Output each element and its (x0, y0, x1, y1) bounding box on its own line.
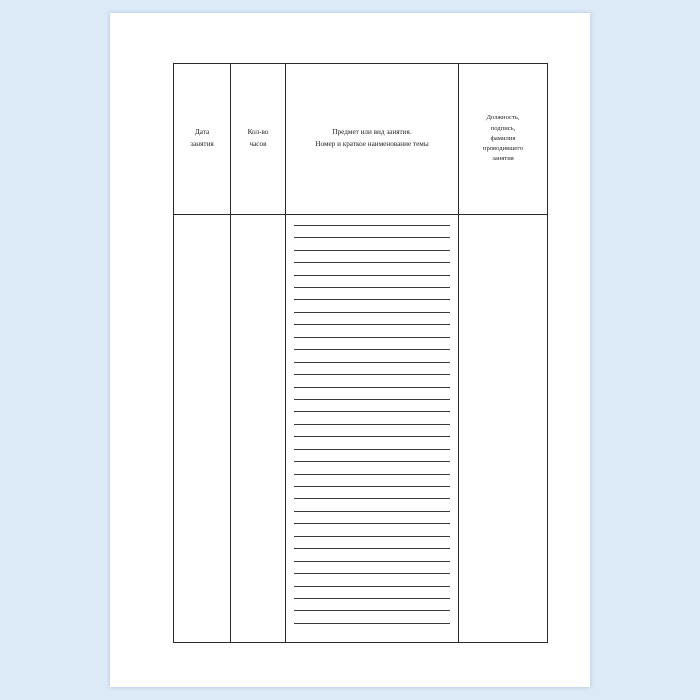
header-signer-line-3: фамилия (490, 134, 516, 142)
subject-rule-line (294, 225, 450, 226)
header-signer-line-2: подпись, (490, 124, 516, 132)
subject-rule-line (294, 610, 450, 611)
header-signer-line-4: проводившего (482, 145, 524, 153)
subject-rule-line (294, 561, 450, 562)
subject-rule-line (294, 312, 450, 313)
header-signer-line-5: занятия (492, 155, 514, 163)
subject-rule-line (294, 498, 450, 499)
header-cell-subject (286, 64, 459, 215)
subject-rule-line (294, 399, 450, 400)
subject-rule-line (294, 275, 450, 276)
header-signer-line-1: Должность, (486, 114, 520, 122)
header-hours-line-2: часов (249, 139, 267, 148)
subject-rule-line (294, 387, 450, 388)
subject-rule-line (294, 237, 450, 238)
header-cell-hours (231, 64, 286, 215)
header-hours-line-1: Кол-во (247, 128, 269, 137)
header-subject-line-1: Предмет или вид занятия. (332, 128, 412, 137)
subject-rule-line (294, 461, 450, 462)
table-header-row (174, 64, 548, 215)
subject-rule-line (294, 511, 450, 512)
body-cell-hours[interactable] (231, 214, 286, 642)
header-date-line-1: Дата (194, 128, 210, 137)
header-date-line-2: занятия (190, 139, 214, 148)
subject-rule-line (294, 486, 450, 487)
header-cell-date (174, 64, 231, 215)
subject-rule-line (294, 250, 450, 251)
subject-rule-line (294, 299, 450, 300)
subject-rule-line (294, 523, 450, 524)
subject-rule-line (294, 536, 450, 537)
subject-rule-line (294, 411, 450, 412)
subject-rule-line (294, 337, 450, 338)
subject-ruled-lines (286, 215, 458, 642)
subject-rule-line (294, 573, 450, 574)
paper-sheet (110, 13, 590, 687)
subject-rule-line (294, 362, 450, 363)
subject-rule-line (294, 449, 450, 450)
subject-rule-line (294, 424, 450, 425)
subject-rule-line (294, 474, 450, 475)
header-subject-line-2: Номер и краткое наименование темы (315, 139, 429, 148)
form-table-container (173, 63, 545, 643)
subject-rule-line (294, 324, 450, 325)
subject-rule-line (294, 548, 450, 549)
table-body-row (174, 214, 548, 642)
body-cell-signer[interactable] (459, 214, 548, 642)
subject-rule-line (294, 349, 450, 350)
subject-rule-line (294, 374, 450, 375)
body-cell-date[interactable] (174, 214, 231, 642)
subject-rule-line (294, 586, 450, 587)
subject-rule-line (294, 598, 450, 599)
subject-rule-line (294, 287, 450, 288)
subject-rule-line (294, 623, 450, 624)
subject-rule-line (294, 436, 450, 437)
body-cell-subject[interactable] (286, 214, 459, 642)
subject-rule-line (294, 262, 450, 263)
header-cell-signer (459, 64, 548, 215)
lesson-log-table (173, 63, 548, 643)
